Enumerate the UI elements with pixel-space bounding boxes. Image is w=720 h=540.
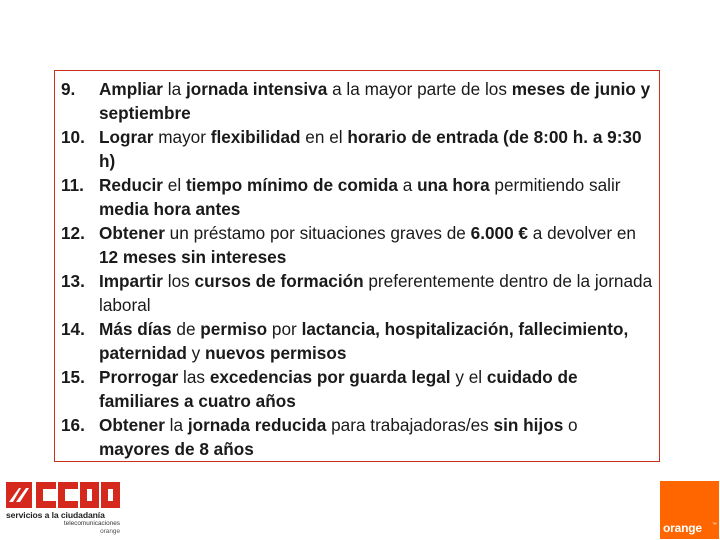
list-item-text: horario de entrada (de 8:00 h. a 9:30 h) (99, 127, 642, 171)
list-item-text: Lograr (99, 127, 154, 147)
list-item-number: 9. (61, 79, 76, 99)
list-item-text: los (163, 271, 195, 291)
list-item (55, 221, 653, 269)
list-item (55, 317, 653, 365)
list-item-number: 10. (61, 127, 85, 147)
list-item-number: 11. (61, 175, 84, 195)
list-item-text: tiempo mínimo de comida (185, 175, 398, 195)
list-item-text: y (186, 343, 206, 363)
orange-logo (660, 481, 719, 539)
list-item-text: el (163, 175, 186, 195)
content-box (54, 70, 660, 462)
list-item-number: 16. (61, 415, 85, 435)
numbered-list (55, 71, 659, 461)
list-item-number: 13. (61, 271, 85, 291)
list-item-text: a devolver en (528, 223, 636, 243)
list-item-text: nuevos permisos (205, 343, 347, 363)
list-item-text: Obtener (99, 415, 165, 435)
list-item-text: por (267, 319, 302, 339)
list-item-text: un préstamo por situaciones graves de (164, 223, 471, 243)
list-item (55, 413, 653, 461)
list-item-text: cuidado de familiares a cuatro años (99, 367, 578, 411)
list-item (55, 125, 653, 173)
ccoo-tagline: servicios a la ciudadanía (6, 510, 105, 520)
list-item-text: o (563, 415, 578, 435)
list-item-text: sin hijos (493, 415, 564, 435)
list-item-text: Ampliar (99, 79, 163, 99)
list-item-text: para trabajadoras/es (326, 415, 494, 435)
list-item-text: las (178, 367, 210, 387)
list-item-text: media hora antes (99, 199, 241, 219)
list-item-text: y el (450, 367, 487, 387)
list-item-text: a la mayor parte de los (327, 79, 512, 99)
list-item (55, 365, 653, 413)
list-item (55, 77, 653, 125)
list-item-text: Obtener (99, 223, 165, 243)
list-item-text: en el (300, 127, 348, 147)
list-item-text: 12 meses sin intereses (99, 247, 287, 267)
list-item-text: cursos de formación (194, 271, 364, 291)
list-item-text: Reducir (99, 175, 163, 195)
list-item-text: una hora (417, 175, 490, 195)
list-item-text: permiso (200, 319, 268, 339)
list-item-text: mayores de 8 años (99, 439, 254, 459)
list-item-text: de (171, 319, 201, 339)
list-item-text: la (164, 415, 188, 435)
list-item-text: flexibilidad (210, 127, 301, 147)
list-item-number: 12. (61, 223, 85, 243)
ccoo-logo-mark (6, 480, 120, 510)
list-item-text: jornada intensiva (185, 79, 328, 99)
list-item-text: preferentemente dentro de la jornada laboral (99, 271, 653, 315)
list-item-text: Prorrogar (99, 367, 179, 387)
list-item (55, 173, 653, 221)
list-item-text: excedencias por guarda legal (209, 367, 451, 387)
ccoo-sector: telecomunicaciones (63, 520, 120, 527)
ccoo-logo (6, 480, 122, 538)
orange-logo-word: orange (663, 521, 702, 535)
list-item-text: permitiendo salir (489, 175, 621, 195)
list-item-text: 6.000 € (470, 223, 528, 243)
list-item-number: 14. (61, 319, 85, 339)
list-item-text: Impartir (99, 271, 163, 291)
list-item-text: mayor (153, 127, 211, 147)
list-item-text: lactancia, hospitalización, fallecimiento, paternidad (99, 319, 629, 363)
list-item-text: Más días (99, 319, 172, 339)
list-item-text: la (163, 79, 186, 99)
ccoo-company: orange (100, 528, 120, 535)
list-item-text: meses de junio y septiembre (99, 79, 651, 123)
orange-logo-tm: ™ (712, 522, 717, 528)
list-item (55, 269, 653, 317)
list-item-text: jornada reducida (187, 415, 327, 435)
list-item-number: 15. (61, 367, 85, 387)
list-item-text: a (397, 175, 418, 195)
